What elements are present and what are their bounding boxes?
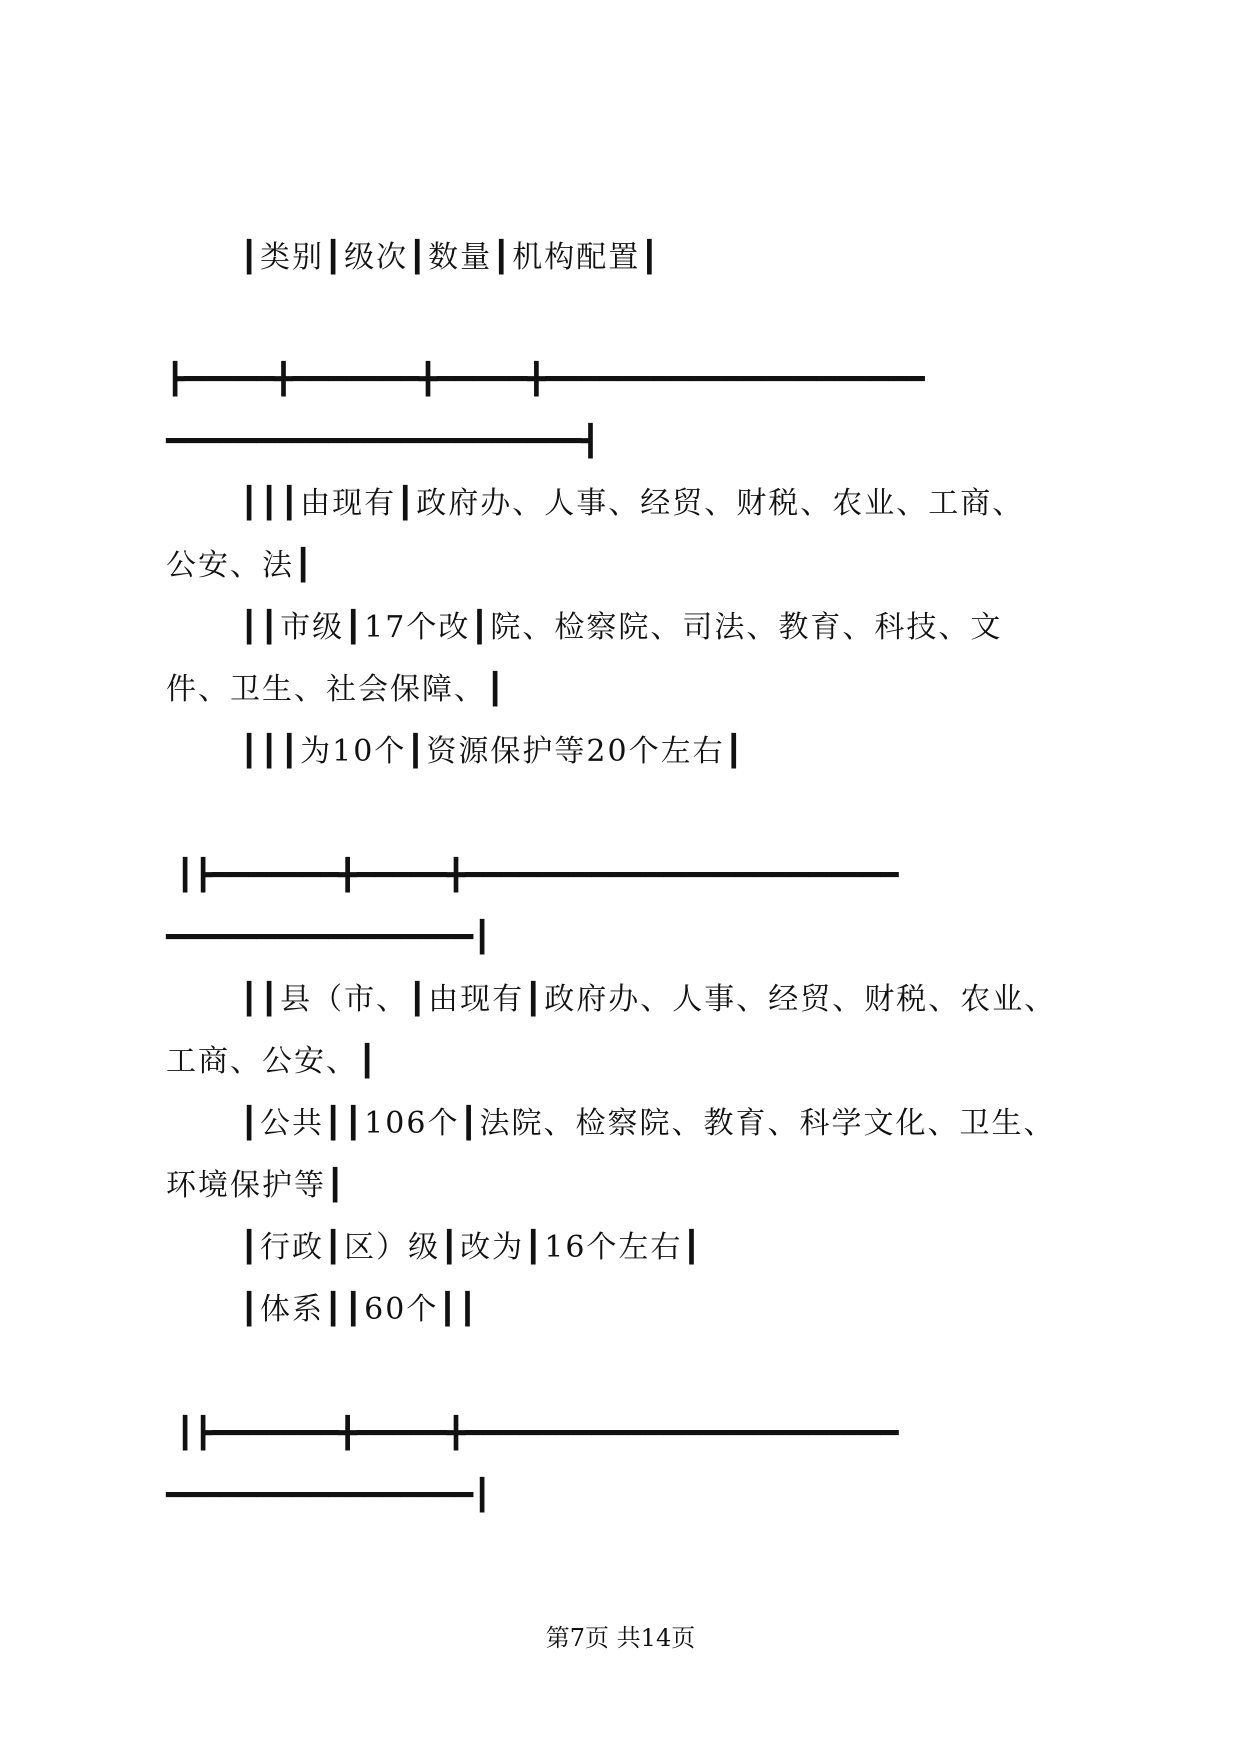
page-footer: 第7页 共14页 (545, 1624, 696, 1652)
text-line: ┃行政┃区）级┃改为┃16个左右┃ (240, 1230, 703, 1265)
table-rule-3b: ━━━━━━━━━━━━━━━━━┃ (166, 1478, 492, 1513)
table-rule-1a: ┣━━━━━╋━━━━━━━╋━━━━━╋━━━━━━━━━━━━━━━━━━━━━ (166, 362, 925, 397)
table-rule-2b: ━━━━━━━━━━━━━━━━━┃ (166, 920, 492, 955)
table-rule-2a: ┃┣━━━━━━━╋━━━━━╋━━━━━━━━━━━━━━━━━━━━━━━━ (176, 858, 899, 893)
text-line: ┃┃市级┃17个改┃院、检察院、司法、教育、科技、文 (240, 610, 1003, 645)
table-rule-1b: ━━━━━━━━━━━━━━━━━━━━━━━┫ (166, 424, 600, 459)
text-line: 公安、法┃ (166, 548, 315, 583)
text-line: ┃┃县（市、┃由现有┃政府办、人事、经贸、财税、农业、 (240, 982, 1057, 1017)
text-line: ┃公共┃┃106个┃法院、检察院、教育、科学文化、卫生、 (240, 1106, 1056, 1141)
text-line: 环境保护等┃ (166, 1168, 347, 1203)
text-line: ┃┃┃由现有┃政府办、人事、经贸、财税、农业、工商、 (240, 486, 1025, 521)
text-line: 件、卫生、社会保障、┃ (166, 672, 507, 707)
text-line: 工商、公安、┃ (166, 1044, 379, 1079)
table-header-row: ┃类别┃级次┃数量┃机构配置┃ (240, 240, 661, 275)
text-line: ┃体系┃┃60个┃┃ (240, 1292, 479, 1327)
table-rule-3a: ┃┣━━━━━━━╋━━━━━╋━━━━━━━━━━━━━━━━━━━━━━━━ (176, 1416, 899, 1451)
text-line: ┃┃┃为10个┃资源保护等20个左右┃ (240, 734, 745, 769)
